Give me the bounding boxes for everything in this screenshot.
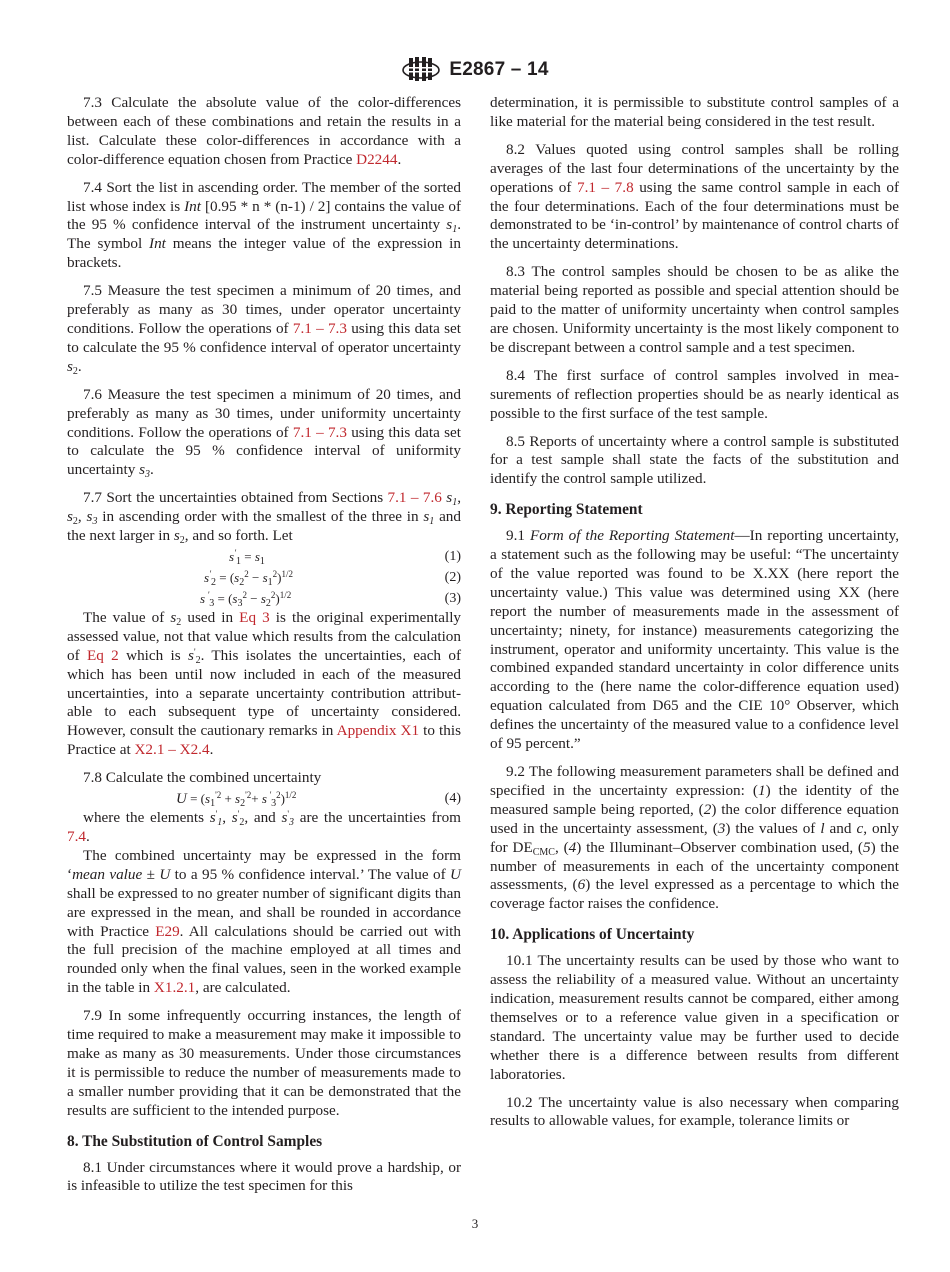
paragraph-p10-2 [490, 1094, 899, 1132]
cross-reference-link[interactable]: 7.1 – 7.3 [292, 319, 347, 337]
text-run: to a 95 % confidence interval.’ The value of [170, 865, 451, 883]
equation [67, 567, 461, 588]
text-run: ) [275, 590, 280, 606]
equation [67, 788, 461, 809]
text-run: . All calculations should be carried out with the full precision of the machine employed at all times and rounded only when the final values, seen in the worked example in the table in [67, 922, 461, 997]
superscript: 1/2 [281, 568, 293, 579]
text-run: 7.6 Measure the test specimen a minimum of 20 times, and preferably as many as 30 times, under uniformity uncertainty conditions. Follow the operations of [67, 385, 461, 441]
left-column [67, 94, 461, 1205]
section-heading: 9. Reporting Statement [490, 501, 643, 519]
text-run: s [446, 489, 453, 507]
text-run: 8.4 The first surface of control samples involved in measurements of reflection properties should be as nearly identical as possible to the first surface of the test sample. [490, 366, 899, 422]
text-run: . [77, 357, 82, 375]
text-run: s [139, 461, 146, 479]
text-run: 7.8 Calculate the combined uncertainty [83, 769, 322, 787]
cross-reference-link[interactable]: D2244 [356, 150, 398, 168]
superscript: ' [193, 646, 196, 657]
text-run: ) the values of [725, 819, 821, 837]
text-run: Int [184, 197, 201, 215]
text-run: ) the Illuminant–Observer combination used, ( [576, 838, 863, 856]
subscript: 1 [217, 817, 223, 829]
text-run: and [824, 819, 857, 837]
text-run: + [221, 791, 236, 807]
subscript: 2 [179, 535, 185, 547]
text-run: s [209, 809, 216, 827]
subscript: 1 [452, 497, 458, 509]
text-run: Int [149, 235, 166, 253]
paragraph-p9-1 [490, 527, 899, 754]
text-run: s [262, 569, 268, 585]
paragraph-p8-1 [67, 1159, 461, 1197]
text-run: mean value [72, 865, 143, 883]
text-run: s [260, 590, 266, 606]
text-run: 6 [577, 876, 586, 894]
text-run: ) the identity of the measured sample being reported, ( [490, 781, 899, 818]
text-run: s [261, 791, 267, 807]
text-run: s [204, 569, 210, 585]
text-run: 7.9 In some infrequently occurring instances, the length of time required to make a measurement may make it impossible to make as many as 30 measurements. Under those circumstances it is permissible to reduce the number of measurements made to a smaller number providing that it can be demonstrated that the results are sufficient to the intended purpose. [67, 1007, 461, 1119]
astm-logo-icon [401, 55, 441, 85]
text-run: 9.2 The following measurement parameters shall be defined and specified in the uncertainty expression: ( [490, 763, 899, 799]
text-run: . This isolates the uncertainties, each of which has been until now included in each of the measured uncertainties, into a separate uncertainty contribution attributable to each subsequent type of uncertainty considered. However, consult the cautionary remarks in [67, 646, 462, 740]
subscript: 2 [239, 576, 245, 588]
text-run: U [176, 791, 187, 808]
cross-reference-link[interactable]: 7.1 – 7.6 [387, 489, 442, 507]
subscript: 1 [236, 555, 241, 567]
text-run: . [85, 828, 90, 845]
text-run: . The symbol [67, 216, 461, 253]
superscript: 2 [272, 568, 278, 579]
text-run: 7.3 Calculate the absolute value of the color-differences between each of these combinations and retain the results in a list. Calculate these color-differences in accordance with a color-difference equation chosen from Practice [67, 94, 461, 168]
superscript: 2 [270, 589, 276, 600]
subscript: 2 [240, 798, 246, 810]
superscript: ' [237, 809, 240, 820]
subscript: 3 [289, 817, 294, 829]
text-run: using this data set to calculate the 95 % confidence interval of operator uncertainty [67, 319, 461, 356]
superscript: 1/2 [279, 589, 292, 600]
cross-reference-link[interactable]: X2.1 – X2.4 [134, 741, 210, 759]
text-run: l [820, 819, 825, 837]
text-run: s [67, 357, 73, 375]
subscript: 3 [92, 516, 98, 528]
subscript: 2 [239, 817, 245, 829]
superscript: ' [209, 568, 211, 579]
subscript: 1 [452, 224, 458, 236]
text-run: The value of [83, 608, 171, 626]
paragraph-p9-2 [490, 763, 899, 914]
subscript: 2 [72, 516, 78, 528]
paragraph-p7-6 [67, 386, 461, 481]
text-run: —In reporting uncertainty, a statement such as the following may be useful: “The uncertainty of the value reported was found to be X.XX (here report the uncertainty value.) This value was determined using XX (here report the number of measurements made in the assessment of uncertainty; ninety, for instance) measurements categorizing the instrument, operator and uniformity uncertainty. This value is the combined expanded standard uncertainty in color difference units according to the (here name the color-difference equation used) equation calculated from D65 and the CIE 10° Observer, which defines the uncertainty of the measured value to a confidence level of 95 percent.” [490, 527, 900, 753]
paragraph-p8-1-cont [490, 94, 899, 132]
paragraph-p7-3 [67, 94, 461, 170]
text-run: 9.1 [506, 527, 530, 545]
subscript: 3 [145, 469, 151, 481]
cross-reference-link[interactable]: Appendix X1 [336, 722, 420, 740]
superscript: 2 [244, 568, 249, 579]
paragraph-p8-2 [490, 141, 899, 254]
subscript: 2 [195, 654, 201, 666]
text-run: . [150, 461, 154, 479]
superscript: 2 [276, 790, 281, 801]
text-run: [0.95 * n * (n-1) / 2] contains the value of the 95 % confidence interval of the instrument uncertainty [67, 197, 461, 234]
text-run: s [229, 548, 235, 564]
text-run: s [86, 508, 93, 526]
subscript: 2 [72, 365, 78, 377]
superscript: 1/2 [284, 790, 297, 801]
subscript: CMC [532, 846, 555, 858]
cross-reference-link[interactable]: X1.2.1 [153, 979, 196, 997]
paragraph-p10-1 [490, 952, 899, 1084]
text-run: determination, it is permissible to substitute control samples of a like material for the material being considered in the test result. [490, 94, 899, 130]
text-run: , [77, 508, 87, 526]
text-run: ) the level expressed as a percentage to which the coverage factor raises the confidence. [490, 876, 899, 913]
subscript: 2 [265, 597, 271, 609]
text-run: , [222, 809, 232, 827]
text-run: ) [280, 791, 285, 807]
text-run: − [248, 569, 263, 585]
superscript: ' [215, 809, 218, 820]
text-run: 10.1 The uncertainty results can be used by those who want to assess the reliability of a measured value. Without an uncertainty indication, measurement results cannot be compared, either among themselves or to a reference value given in a specification or standard. The uncertainty value may be further used to decide whether there is a difference between results from different laboratories. [490, 952, 899, 1083]
text-run: − [246, 590, 261, 606]
right-column [490, 94, 899, 1140]
text-run: s [254, 548, 260, 564]
text-run: U [450, 865, 462, 883]
subscript: 3 [209, 597, 215, 609]
paragraph-p8-3 [490, 263, 899, 358]
document-id: E2867 – 14 [449, 59, 549, 80]
paragraph-p7-7 [67, 489, 461, 546]
superscript: 2 [242, 589, 247, 600]
text-run: 5 [862, 838, 871, 856]
text-run: 8.1 Under circumstances where it would prove a hardship, or is infeasible to utilize the test specimen for this [67, 1158, 461, 1195]
equation-body [176, 790, 296, 809]
paragraph-p7-4 [67, 179, 461, 274]
equation-number: (1) [444, 548, 461, 564]
text-run: 7.7 Sort the uncertainties obtained from Sections [83, 489, 388, 507]
cross-reference-link[interactable]: Eq 2 [86, 646, 119, 664]
paragraph-p7-5 [67, 282, 461, 377]
text-run: , [457, 489, 462, 507]
text-run: 8.3 The control samples should be chosen to be as alike the material being reported as possible and special attention should be paid to the matter of uniformity uncertainty when control samples are chosen. Uniformity uncertainty is the most likely component to be discrepant between a control sample and a test specimen. [490, 263, 899, 356]
paragraph-p7-8 [67, 769, 461, 788]
text-run: s [235, 791, 241, 807]
text-run: s [234, 569, 240, 585]
equation-number: (2) [444, 569, 461, 585]
text-run: Form of the Reporting Statement [529, 527, 735, 545]
subscript: 1 [210, 798, 216, 810]
equation [67, 546, 461, 567]
text-run: s [173, 527, 180, 545]
text-run: where the elements [83, 809, 210, 827]
paragraph-p-where [67, 809, 461, 847]
text-run: , are calculated. [195, 979, 291, 997]
subscript: 2 [211, 576, 216, 588]
equation-body [200, 590, 291, 609]
cross-reference-link[interactable]: Eq 3 [239, 608, 270, 626]
text-run: s [67, 508, 73, 526]
text-run: s [446, 216, 453, 234]
subscript: 3 [271, 798, 277, 810]
text-run: , ( [554, 838, 569, 856]
subscript: 2 [176, 616, 182, 628]
text-run: and the next larger in [67, 508, 461, 545]
text-run: 7.4 Sort the list in ascending order. The member of the sorted list whose index is [67, 178, 461, 215]
equation [67, 588, 461, 609]
page-header [0, 54, 950, 86]
text-run: s [188, 646, 194, 664]
text-run: means the integer value of the expression in brackets. [67, 235, 461, 272]
text-run: s [170, 608, 177, 626]
text-run: ± [142, 865, 160, 883]
page-number: 3 [471, 1216, 479, 1231]
text-run: s [232, 590, 238, 606]
text-run: c [856, 819, 864, 837]
text-run: = ( [186, 791, 206, 807]
text-run: s [200, 590, 206, 606]
equation-number: (4) [444, 791, 461, 807]
text-run: to this Practice at [67, 722, 461, 759]
cross-reference-link[interactable]: E29 [155, 922, 180, 940]
text-run: 8.5 Reports of uncertainty where a control sample is substituted for a test sample shall state the facts of the substitution and identify the control sample utilized. [490, 432, 899, 488]
text-run: s [423, 508, 430, 526]
text-run: 4 [568, 838, 577, 856]
text-run: using the same control sample in each of the four determinations. Each of the four determinations must be demonstrated to be ‘in-control’ by maintenance of control charts of the uncertainty determinations. [490, 178, 900, 253]
text-run: 7.5 Measure the test specimen a minimum of 20 times, and preferably as many as 30 times, under operator uncertainty conditions. Follow the operations of [67, 282, 461, 337]
text-run: + [251, 791, 262, 807]
text-run: are the uncertainties from [294, 809, 461, 827]
cross-reference-link[interactable]: 7.4 [67, 828, 86, 845]
equation-body [229, 548, 265, 567]
text-run: The combined uncertainty may be expressed in the form ‘ [67, 846, 461, 883]
paragraph-p-value [67, 609, 461, 760]
text-run: which is [118, 646, 189, 664]
superscript: '2 [245, 790, 252, 801]
superscript: ' [266, 790, 272, 801]
superscript: ' [287, 809, 289, 820]
superscript: ' [234, 547, 236, 558]
text-run: used in [181, 608, 240, 626]
text-run: = ( [216, 569, 235, 585]
text-run: ) the color difference equation used in the uncertainty assessment, ( [490, 800, 899, 837]
paragraph-p-combined [67, 847, 461, 998]
text-run: , and [244, 809, 282, 827]
section-heading: 8. The Substitution of Control Samples [67, 1132, 323, 1150]
text-run: 2 [703, 800, 712, 818]
equation-body [204, 569, 293, 588]
text-run: using this data set to calculate the 95 % confidence interval of uniformity uncertainty [67, 423, 461, 479]
text-run: 8.2 Values quoted using control samples shall be rolling averages of the last four determinations of the uncertainty by the operations of [490, 140, 899, 196]
text-run: 10.2 The uncertainty value is also necessary when comparing results to allowable values, for example, tolerance limits or [490, 1093, 899, 1130]
superscript: ' [205, 589, 210, 600]
text-run: , only for DE [490, 819, 899, 856]
text-run: ) [277, 569, 282, 585]
subscript: 1 [429, 516, 435, 528]
equation-number: (3) [444, 590, 461, 606]
superscript: '2 [215, 790, 222, 801]
text-run: shall be expressed to no greater number of significant digits than are expressed in the mean, and shall be rounded in accordance with Practice [67, 884, 461, 940]
text-run: 3 [717, 819, 726, 837]
subscript: 1 [267, 576, 273, 588]
text-run: in ascending order with the smallest of the three in [97, 508, 424, 526]
cross-reference-link[interactable]: 7.1 – 7.8 [577, 178, 634, 196]
text-run: s [205, 791, 211, 807]
subscript: 3 [237, 597, 243, 609]
text-run: is the original experimentally assessed value, not that value which results from the calculation of [67, 608, 462, 664]
text-run: ) the number of measurements in each of the uncertainty component assessments, ( [490, 838, 899, 894]
text-run: s [231, 809, 238, 827]
text-run: . [209, 741, 214, 759]
text-run: = [241, 548, 255, 564]
text-run: = ( [214, 590, 233, 606]
paragraph-p8-5 [490, 433, 899, 490]
text-run: , and so forth. Let [184, 527, 293, 545]
paragraph-p7-9 [67, 1007, 461, 1120]
section-heading: 10. Applications of Uncertainty [490, 926, 695, 944]
subscript: 1 [259, 555, 265, 567]
text-run: . [397, 150, 402, 168]
paragraph-p8-4 [490, 367, 899, 424]
text-run: 1 [757, 781, 766, 799]
text-run: U [159, 865, 171, 883]
cross-reference-link[interactable]: 7.1 – 7.3 [292, 423, 347, 441]
text-run: s [281, 809, 288, 827]
